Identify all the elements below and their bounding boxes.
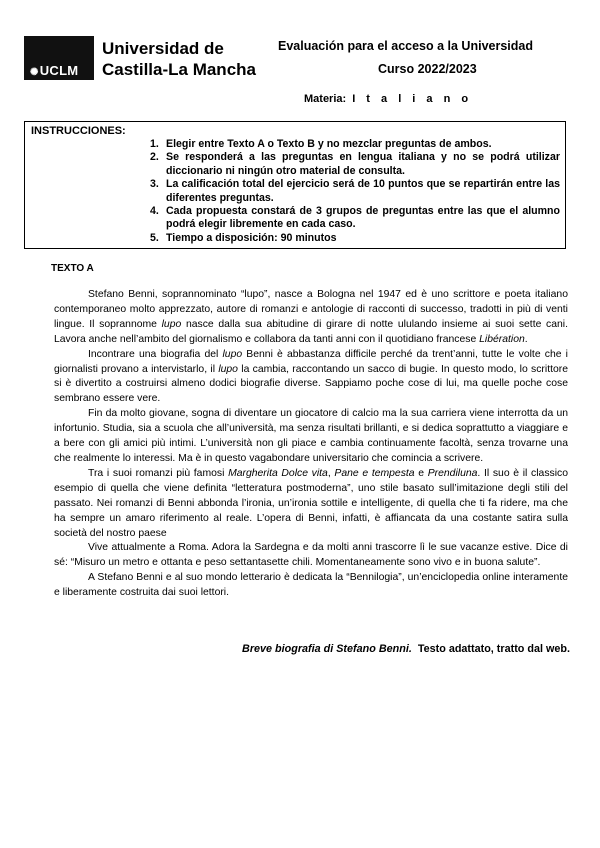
paragraph-1: Stefano Benni, soprannominato “lupo”, nasce a Bologna nel 1947 ed è uno scrittore e poeta italiano contemporaneo molto apprezzato, autore di romanzi e antologie di racconti di successo, tradotti in più di venti lingue. Il soprannome lupo nasce dalla sua abitudine di girare di notte ululando insieme ai suoi sette cani. Lavora anche nell’ambito del giornalismo e collabora da tanti anni con il quotidiano francese Libération.	[54, 289, 568, 345]
university-name-line2: Castilla-La Mancha	[102, 60, 256, 79]
source-title: Breve biografia di Stefano Benni.	[242, 643, 412, 655]
uclm-logo-text	[30, 63, 78, 78]
instruction-item: 1. Elegir entre Texto A o Texto B y no mezclar preguntas de ambos.	[150, 138, 492, 150]
subject-line	[304, 93, 472, 105]
logo-label: UCLM	[39, 63, 79, 78]
source-note: Testo adattato, tratto dal web.	[417, 643, 570, 655]
subject-label: Materia:	[304, 93, 347, 105]
instructions-box	[24, 121, 566, 249]
paragraph-4: Tra i suoi romanzi più famosi Margherita Dolce vita, Pane e tempesta e Prendiluna. Il suo è il classico esempio di quella che viene definita “letteratura postmoderna”, uno stile basato sull’imitazione degli stili del passato. Nei romanzi di Benni abbonda l’ironia, un’ironia sottile e intelligente, di quella che ti fa ridere, ma che ha sempre un amaro riferimento al reale. L’opera di Benni, infatti, è affiancata da una costante satira sulla società del nostro paese	[54, 467, 568, 539]
text-source	[0, 643, 570, 655]
exam-year: Curso 2022/2023	[378, 62, 477, 76]
subject-value: I t a l i a n o	[352, 93, 473, 105]
exam-title: Evaluación para el acceso a la Universidad	[278, 39, 533, 53]
sun-icon: ✺	[30, 67, 39, 78]
paragraph-2: Incontrare una biografia del lupo Benni è abbastanza difficile perché da trent’anni, tutte le volte che i giornalisti provano a intervistarlo, il lupo la cambia, raccontando un sacco di bugie. In questo modo, lo scrittore si è divertito a costruirsi almeno dodici biografie diverse. Sappiamo poche cose di lui, ma quelle poche cose sembrano essere vere.	[54, 348, 568, 405]
instruction-item: 3. La calificación total del ejercicio será de 10 puntos que se repartirán entre las diferentes preguntas.	[150, 178, 560, 204]
instructions-list	[150, 138, 560, 245]
paragraph-5: Vive attualmente a Roma. Adora la Sardegna e da molti anni trascorre lì le sue vacanze estive. Dice di sé: “Misuro un metro e ottanta e peso settantasette chili. Momentaneamente sono vivo e in buona salute”.	[54, 542, 568, 569]
university-name	[102, 38, 256, 80]
paragraph-3: Fin da molto giovane, sogna di diventare un giocatore di calcio ma la sua carriera viene interrotta da un infortunio. Studia, sia a scuola che all’università, ma senza risultati brillanti, e si dedica soprattutto a viaggiare e a bere con gli amici più intimi. L’università non gli piace e cambia continuamente facoltà, senza trovarne una che realmente lo interessi. Ma è in questo vagabondare universitario che comincia a scrivere.	[54, 408, 568, 464]
university-name-line1: Universidad de	[102, 39, 224, 58]
instruction-item: 4. Cada propuesta constará de 3 grupos de preguntas entre las que el alumno podrá elegir libremente en cada caso.	[150, 205, 560, 231]
text-a-body	[54, 288, 568, 601]
instruction-item: 5. Tiempo a disposición: 90 minutos	[150, 231, 337, 244]
instruction-item: 2. Se responderá a las preguntas en lengua italiana y no se podrá utilizar diccionario ni ningún otro material de consulta.	[150, 151, 560, 177]
text-a-label: TEXTO A	[51, 263, 94, 274]
paragraph-6: A Stefano Benni e al suo mondo letterario è dedicata la “Bennilogia”, un’enciclopedia online interamente e liberamente costruita dai suoi lettori.	[54, 572, 568, 599]
instructions-title: INSTRUCCIONES:	[31, 125, 126, 137]
